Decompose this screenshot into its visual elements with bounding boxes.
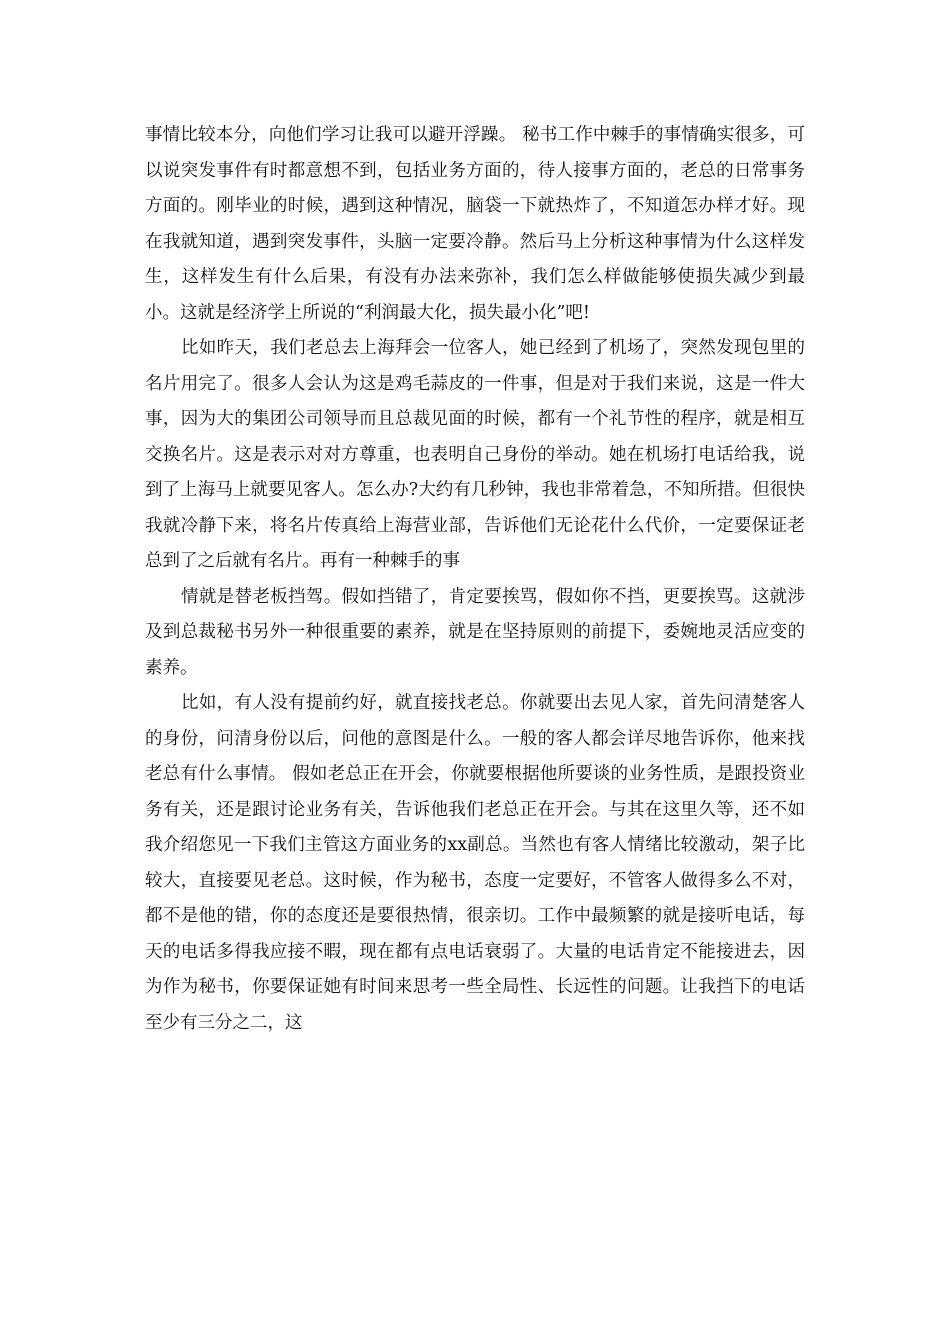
document-body xyxy=(145,118,805,1041)
paragraph: 比如昨天，我们老总去上海拜会一位客人，她已经到了机场了，突然发现包里的名片用完了。很多人会认为这是鸡毛蒜皮的一件事，但是对于我们来说，这是一件大事，因为大的集团公司领导而且总裁见面的时候，都有一个礼节性的程序，就是相互交换名片。这是表示对对方尊重，也表明自己身份的举动。她在机场打电话给我，说到了上海马上就要见客人。怎么办?大约有几秒钟，我也非常着急，不知所措。但很快我就冷静下来，将名片传真给上海营业部，告诉他们无论花什么代价，一定要保证老总到了之后就有名片。再有一种棘手的事 xyxy=(145,338,805,571)
paragraph: 事情比较本分，向他们学习让我可以避开浮躁。 秘书工作中棘手的事情确实很多，可以说突发事件有时都意想不到，包括业务方面的，待人接事方面的，老总的日常事务方面的。刚毕业的时候，遇到这种情况，脑袋一下就热炸了，不知道怎办样才好。现在我就知道，遇到突发事件，头脑一定要冷静。然后马上分析这种事情为什么这样发生，这样发生有什么后果，有没有办法来弥补，我们怎么样做能够使损失减少到最小。这就是经济学上所说的“利润最大化，损失最小化”吧! xyxy=(145,125,805,323)
paragraph: 比如，有人没有提前约好，就直接找老总。你就要出去见人家，首先问清楚客人的身份，问清身份以后，问他的意图是什么。一般的客人都会详尽地告诉你，他来找老总有什么事情。 假如老总正在开会，你就要根据他所要谈的业务性质，是跟投资业务有关，还是跟讨论业务有关，告诉他我们老总正在开会。与其在这里久等，还不如我介绍您见一下我们主管这方面业务的xx副总。当然也有客人情绪比较激动，架子比较大，直接要见老总。这时候，作为秘书，态度一定要好，不管客人做得多么不对，都不是他的错，你的态度还是要很热情，很亲切。工作中最频繁的就是接听电话，每天的电话多得我应接不暇，现在都有点电话衰弱了。大量的电话肯定不能接进去，因为作为秘书，你要保证她有时间来思考一些全局性、长远性的问题。让我挡下的电话至少有三分之二，这 xyxy=(145,693,805,1033)
paragraph: 情就是替老板挡驾。假如挡错了，肯定要挨骂，假如你不挡，更要挨骂。这就涉及到总裁秘书另外一种很重要的素养，就是在坚持原则的前提下，委婉地灵活应变的素养。 xyxy=(145,586,805,678)
